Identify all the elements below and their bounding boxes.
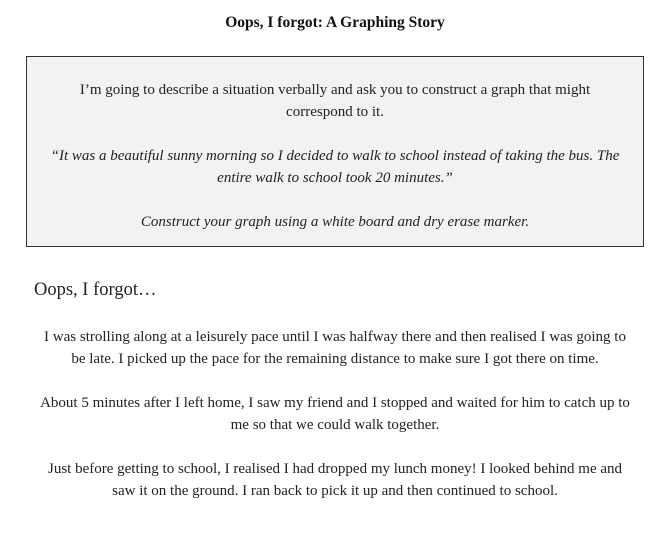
page-title: Oops, I forgot: A Graphing Story — [225, 14, 445, 31]
intro-instruction: Construct your graph using a white board and dry erase marker. — [140, 214, 530, 230]
intro-box — [26, 56, 644, 247]
story-paragraph-3: Just before getting to school, I realised I had dropped my lunch money! I looked behind me and saw it on the ground. I ran back to pick it up and then continued to school. — [47, 461, 623, 499]
intro-quote — [49, 145, 621, 189]
story-paragraph-2: About 5 minutes after I left home, I saw my friend and I stopped and waited for him to catch up to me so that we could walk together. — [40, 395, 630, 433]
section-heading: Oops, I forgot… — [34, 280, 157, 300]
intro-description: I’m going to describe a situation verbally and ask you to construct a graph that might correspond to it. — [79, 82, 591, 120]
story-paragraph-1: I was strolling along at a leisurely pace until I was halfway there and then realised I was going to be late. I picked up the pace for the remaining distance to make sure I got there on time. — [44, 329, 626, 367]
intro-quote-text: “It was a beautiful sunny morning so I decided to walk to school instead of taking the bus. The entire walk to school took 20 minutes.” — [50, 148, 620, 186]
story-paragraphs — [36, 326, 634, 524]
